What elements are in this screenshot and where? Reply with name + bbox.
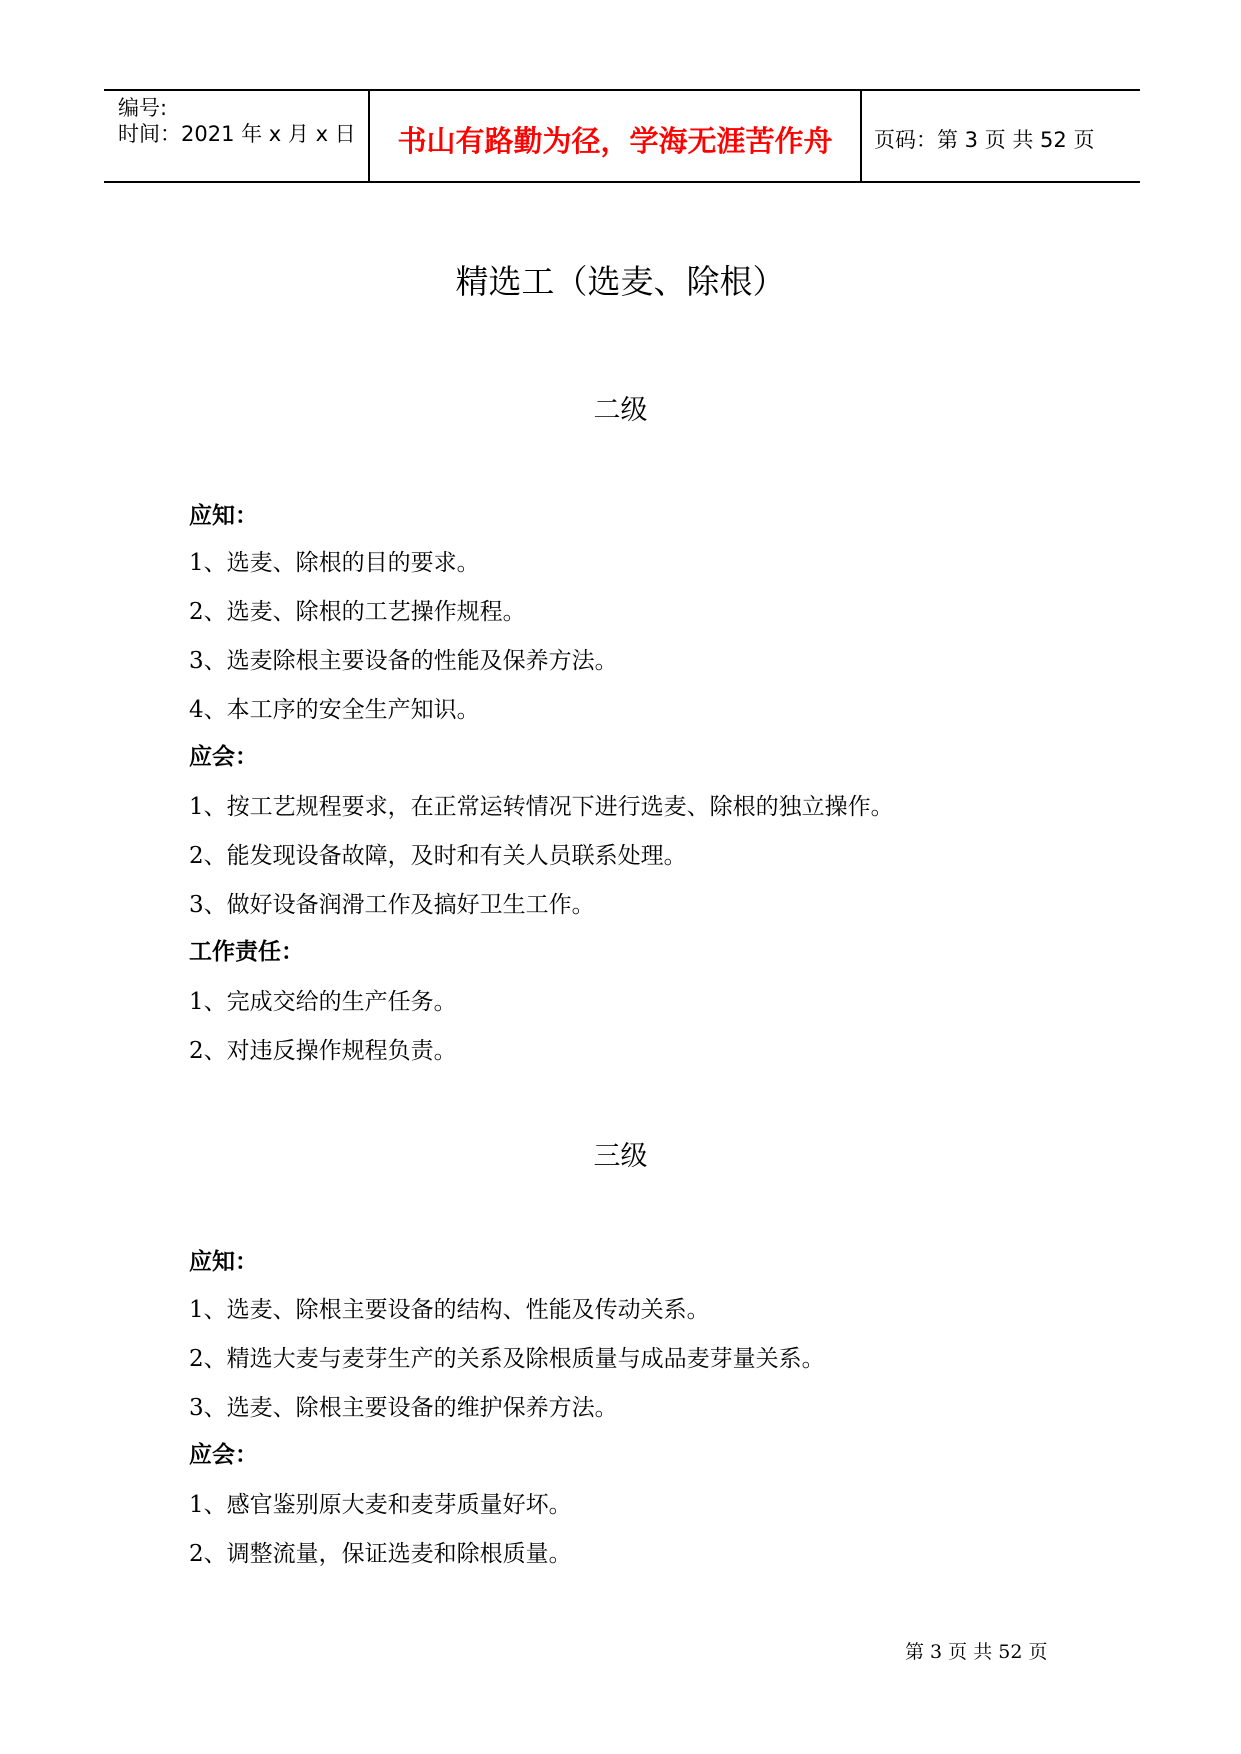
section-heading: 应会： [189, 744, 258, 770]
section-heading: 工作责任： [189, 939, 304, 965]
list-item: 1、选麦、除根的目的要求。 [189, 550, 480, 576]
motto: 书山有路勤为径，学海无涯苦作舟 [397, 124, 833, 158]
section-heading: 应知： [189, 1249, 258, 1275]
document-time-label: 时间：2021 年 x 月 x 日 [118, 122, 356, 146]
list-item: 2、精选大麦与麦芽生产的关系及除根质量与成品麦芽量关系。 [189, 1346, 825, 1372]
list-item: 1、按工艺规程要求，在正常运转情况下进行选麦、除根的独立操作。 [189, 794, 894, 820]
section-heading: 应知： [189, 503, 258, 529]
list-item: 3、选麦、除根主要设备的维护保养方法。 [189, 1395, 618, 1421]
level-heading-2: 二级 [593, 395, 648, 426]
list-item: 4、本工序的安全生产知识。 [189, 697, 480, 723]
header-table [104, 89, 1140, 183]
header-motto-cell [368, 91, 862, 181]
header-page-cell [862, 91, 1140, 181]
level-heading-3: 三级 [593, 1141, 648, 1172]
list-item: 2、调整流量，保证选麦和除根质量。 [189, 1541, 572, 1567]
list-item: 1、选麦、除根主要设备的结构、性能及传动关系。 [189, 1297, 710, 1323]
page-title: 精选工（选麦、除根） [455, 262, 786, 301]
list-item: 3、选麦除根主要设备的性能及保养方法。 [189, 648, 618, 674]
list-item: 1、感官鉴别原大麦和麦芽质量好坏。 [189, 1492, 572, 1518]
page-footer: 第 3 页 共 52 页 [905, 1641, 1048, 1663]
list-item: 3、做好设备润滑工作及搞好卫生工作。 [189, 892, 595, 918]
header-left-cell [104, 91, 368, 181]
list-item: 2、对违反操作规程负责。 [189, 1038, 457, 1064]
list-item: 2、能发现设备故障，及时和有关人员联系处理。 [189, 843, 687, 869]
document-number-label: 编号: [118, 96, 168, 120]
list-item: 1、完成交给的生产任务。 [189, 989, 457, 1015]
list-item: 2、选麦、除根的工艺操作规程。 [189, 599, 526, 625]
section-heading: 应会： [189, 1442, 258, 1468]
header-page-info: 页码：第 3 页 共 52 页 [874, 128, 1095, 152]
